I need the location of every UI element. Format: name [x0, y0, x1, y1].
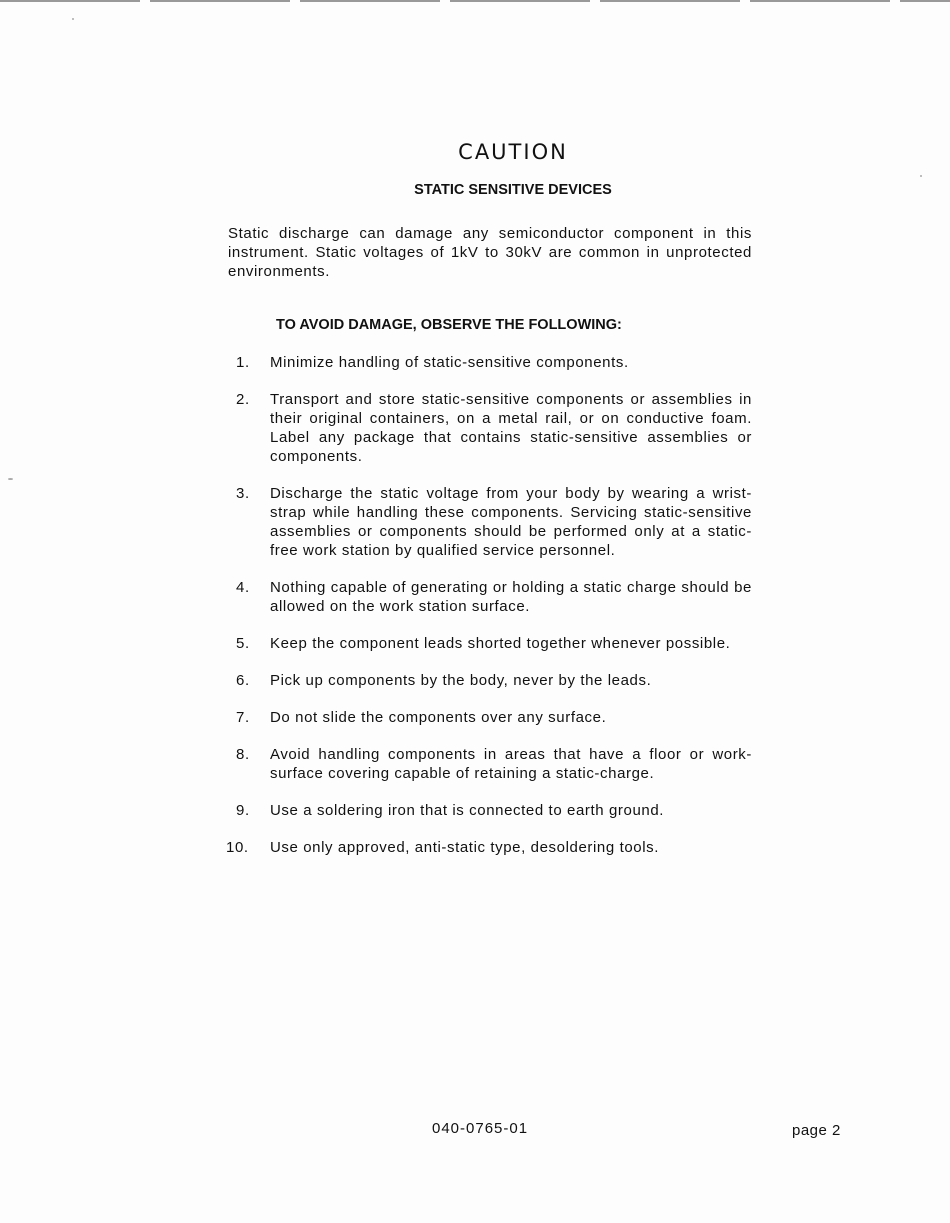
- page-title: CAUTION: [458, 140, 568, 165]
- list-item-number: 2.: [236, 391, 250, 408]
- list-item-text: Discharge the static voltage from your body by wearing a wrist-strap while handling these components. Servicing static-sensitive assemblies or components should be performed only at a static-free work station by qualified service personnel.: [270, 485, 752, 559]
- list-item: [222, 578, 752, 616]
- scan-speck: [920, 175, 922, 177]
- instructions-heading: TO AVOID DAMAGE, OBSERVE THE FOLLOWING:: [276, 317, 622, 333]
- list-item-number: 4.: [236, 579, 250, 596]
- scan-speck: [8, 478, 13, 480]
- document-number: 040-0765-01: [432, 1120, 529, 1137]
- list-item-number: 7.: [236, 709, 250, 726]
- list-item: [222, 390, 752, 466]
- list-item: [222, 838, 752, 857]
- instructions-list: [222, 353, 752, 875]
- list-item-text: Keep the component leads shorted together whenever possible.: [270, 635, 731, 652]
- list-item: [222, 745, 752, 783]
- intro-paragraph: Static discharge can damage any semiconductor component in this instrument. Static voltages of 1kV to 30kV are common in unprotected environments.: [228, 225, 752, 280]
- list-item-text: Use a soldering iron that is connected to earth ground.: [270, 802, 665, 819]
- list-item-text: Nothing capable of generating or holding a static charge should be allowed on the work station surface.: [270, 579, 752, 615]
- list-item-text: Avoid handling components in areas that have a floor or work-surface covering capable of retaining a static-charge.: [270, 746, 752, 782]
- list-item-text: Use only approved, anti-static type, desoldering tools.: [270, 839, 660, 856]
- list-item: [222, 708, 752, 727]
- list-item: [222, 484, 752, 560]
- list-item-number: 5.: [236, 635, 250, 652]
- list-item-number: 6.: [236, 672, 250, 689]
- scan-edge-line: [0, 0, 950, 2]
- list-item-number: 8.: [236, 746, 250, 763]
- list-item-text: Do not slide the components over any surface.: [270, 709, 607, 726]
- scan-speck: [72, 18, 74, 20]
- list-item: [222, 801, 752, 820]
- page-subtitle: STATIC SENSITIVE DEVICES: [414, 182, 612, 198]
- list-item-number: 3.: [236, 485, 250, 502]
- list-item: [222, 634, 752, 653]
- list-item-text: Minimize handling of static-sensitive components.: [270, 354, 629, 371]
- list-item-text: Transport and store static-sensitive components or assemblies in their original containers, on a metal rail, or on conductive foam. Label any package that contains static-sensitive assemblies or components.: [270, 391, 752, 465]
- list-item-text: Pick up components by the body, never by the leads.: [270, 672, 652, 689]
- list-item-number: 9.: [236, 802, 250, 819]
- list-item: [222, 353, 752, 372]
- list-item-number: 1.: [236, 354, 250, 371]
- page-number: page 2: [792, 1122, 841, 1139]
- list-item: [222, 671, 752, 690]
- list-item-number: 10.: [226, 839, 249, 856]
